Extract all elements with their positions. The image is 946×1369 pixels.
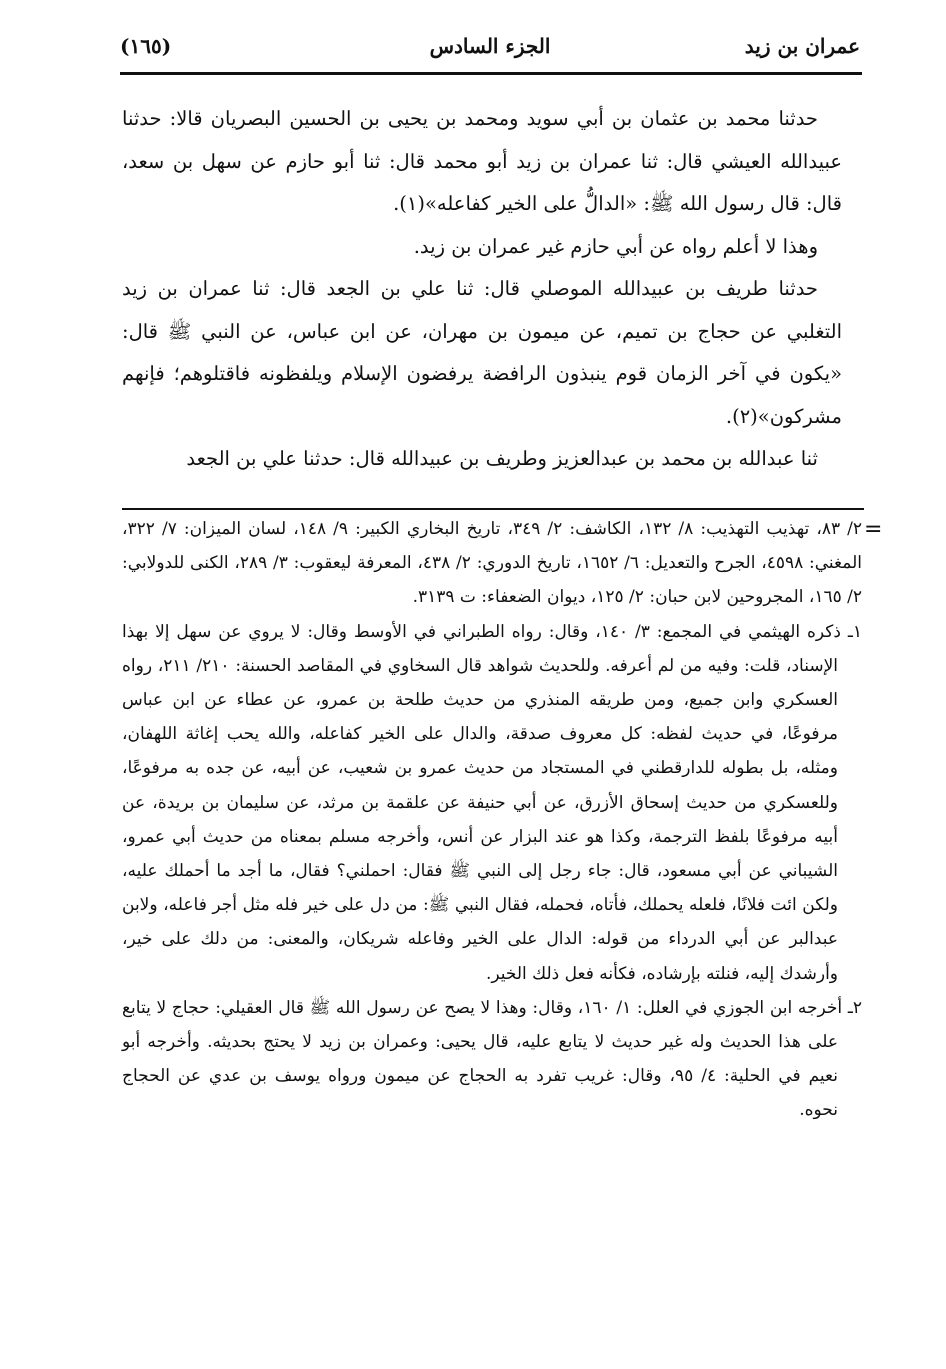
header-volume-title: الجزء السادس [429, 34, 551, 58]
footnotes [122, 512, 862, 1128]
page-number: (١٦٥) [120, 34, 172, 58]
header-author-name: عمران بن زيد [744, 34, 860, 58]
footnote-2: ٢ـ أخرجه ابن الجوزي في العلل: ١/ ١٦٠، وقال: وهذا لا يصح عن رسول الله ﷺ قال العقيلي: حجاج لا يتابع على هذا الحديث وله غير حديث لا يتابع عليه، قال يحيى: وعمران بن زيد لا يحتج بحديثه. وأخرجه أبو نعيم في الحلية: ٤/ ٩٥، وقال: غريب تفرد به الحجاج عن ميمون ورواه يوسف بن عدي عن الحجاج نحوه. [122, 997, 862, 1121]
main-paragraph: ثنا عبدالله بن محمد بن عبدالعزيز وطريف بن عبيدالله قال: حدثنا علي بن الجعد [186, 447, 818, 470]
footnote-separator [122, 508, 864, 510]
page-header [120, 30, 860, 74]
main-paragraph: حدثنا محمد بن عثمان بن أبي سويد ومحمد بن يحيى بن الحسين البصريان قالا: حدثنا عبيدالله العيشي قال: ثنا عمران بن زيد أبو محمد قال: ثنا أبو حازم عن سهل بن سعد، قال: قال رسول الله ﷺ: «الدالُّ على الخير كفاعله»(١). [122, 107, 842, 215]
header-rule [120, 72, 862, 75]
main-paragraph: حدثنا طريف بن عبيدالله الموصلي قال: ثنا علي بن الجعد قال: ثنا عمران بن زيد التغلبي عن حجاج بن تميم، عن ميمون بن مهران، عن ابن عباس، عن النبي ﷺ قال: «يكون في آخر الزمان قوم ينبذون الرافضة يرفضون الإسلام ويلفظونه فاقتلوهم؛ فإنهم مشركون»(٢). [122, 277, 842, 428]
footnote-continuation: ٢/ ٨٣، تهذيب التهذيب: ٨/ ١٣٢، الكاشف: ٢/ ٣٤٩، تاريخ البخاري الكبير: ٩/ ١٤٨، لسان الميزان: ٧/ ٣٢٢، المغني: ٤٥٩٨، الجرح والتعديل: ٦/ ١٦٥٢، تاريخ الدوري: ٢/ ٤٣٨، المعرفة ليعقوب: ٣/ ٢٨٩، الكنى للدولابي: ٢/ ١٦٥، المجروحين لابن حبان: ٢/ ١٢٥، ديوان الضعفاء: ت ٣١٣٩. [122, 519, 863, 608]
main-paragraph: وهذا لا أعلم رواه عن أبي حازم غير عمران بن زيد. [413, 234, 818, 258]
main-text [122, 98, 842, 481]
footnote-continuation-mark: = [864, 517, 883, 542]
footnote-1: ١ـ ذكره الهيثمي في المجمع: ٣/ ١٤٠، وقال: رواه الطبراني في الأوسط وقال: لا يروي عن سهل إلا بهذا الإسناد، قلت: وفيه من لم أعرفه. وللحديث شواهد قال السخاوي في المقاصد الحسنة: ٢١٠/ ٢١١، رواه العسكري وابن جميع، ومن طريقه المنذري من حديث طلحة بن عمرو، عن عطاء عن ابن عباس مرفوعًا، في حديث لفظه: كل معروف صدقة، والدال على الخير كفاعله، والله يحب إغاثة اللهفان، ومثله، بل بطوله للدارقطني في المستجاد من حديث عمرو بن شعيب، عن أبيه، عن جده به مرفوعًا، وللعسكري من حديث إسحاق الأزرق، عن أبي حنيفة عن علقمة بن مرثد، عن سليمان بن بريدة، عن أبيه مرفوعًا بلفظ الترجمة، وكذا هو عند البزار عن أنس، وأخرجه مسلم بمعناه من حديث أبي عمرو، الشيباني عن أبي مسعود، قال: جاء رجل إلى النبي ﷺ فقال: احملني؟ فقال، ما أجد ما أحملك عليه، ولكن ائت فلانًا، فلعله يحملك، فأتاه، فحمله، فقال النبي ﷺ: من دل على خير فله مثل أجر فاعله، ولابن عبدالبر عن أبي الدرداء من قوله: الدال على الخير وفاعله شريكان، والمعنى: من دلك على خير، وأرشدك إليه، فنلته بإرشاده، فكأنه فعل ذلك الخير. [122, 621, 862, 984]
